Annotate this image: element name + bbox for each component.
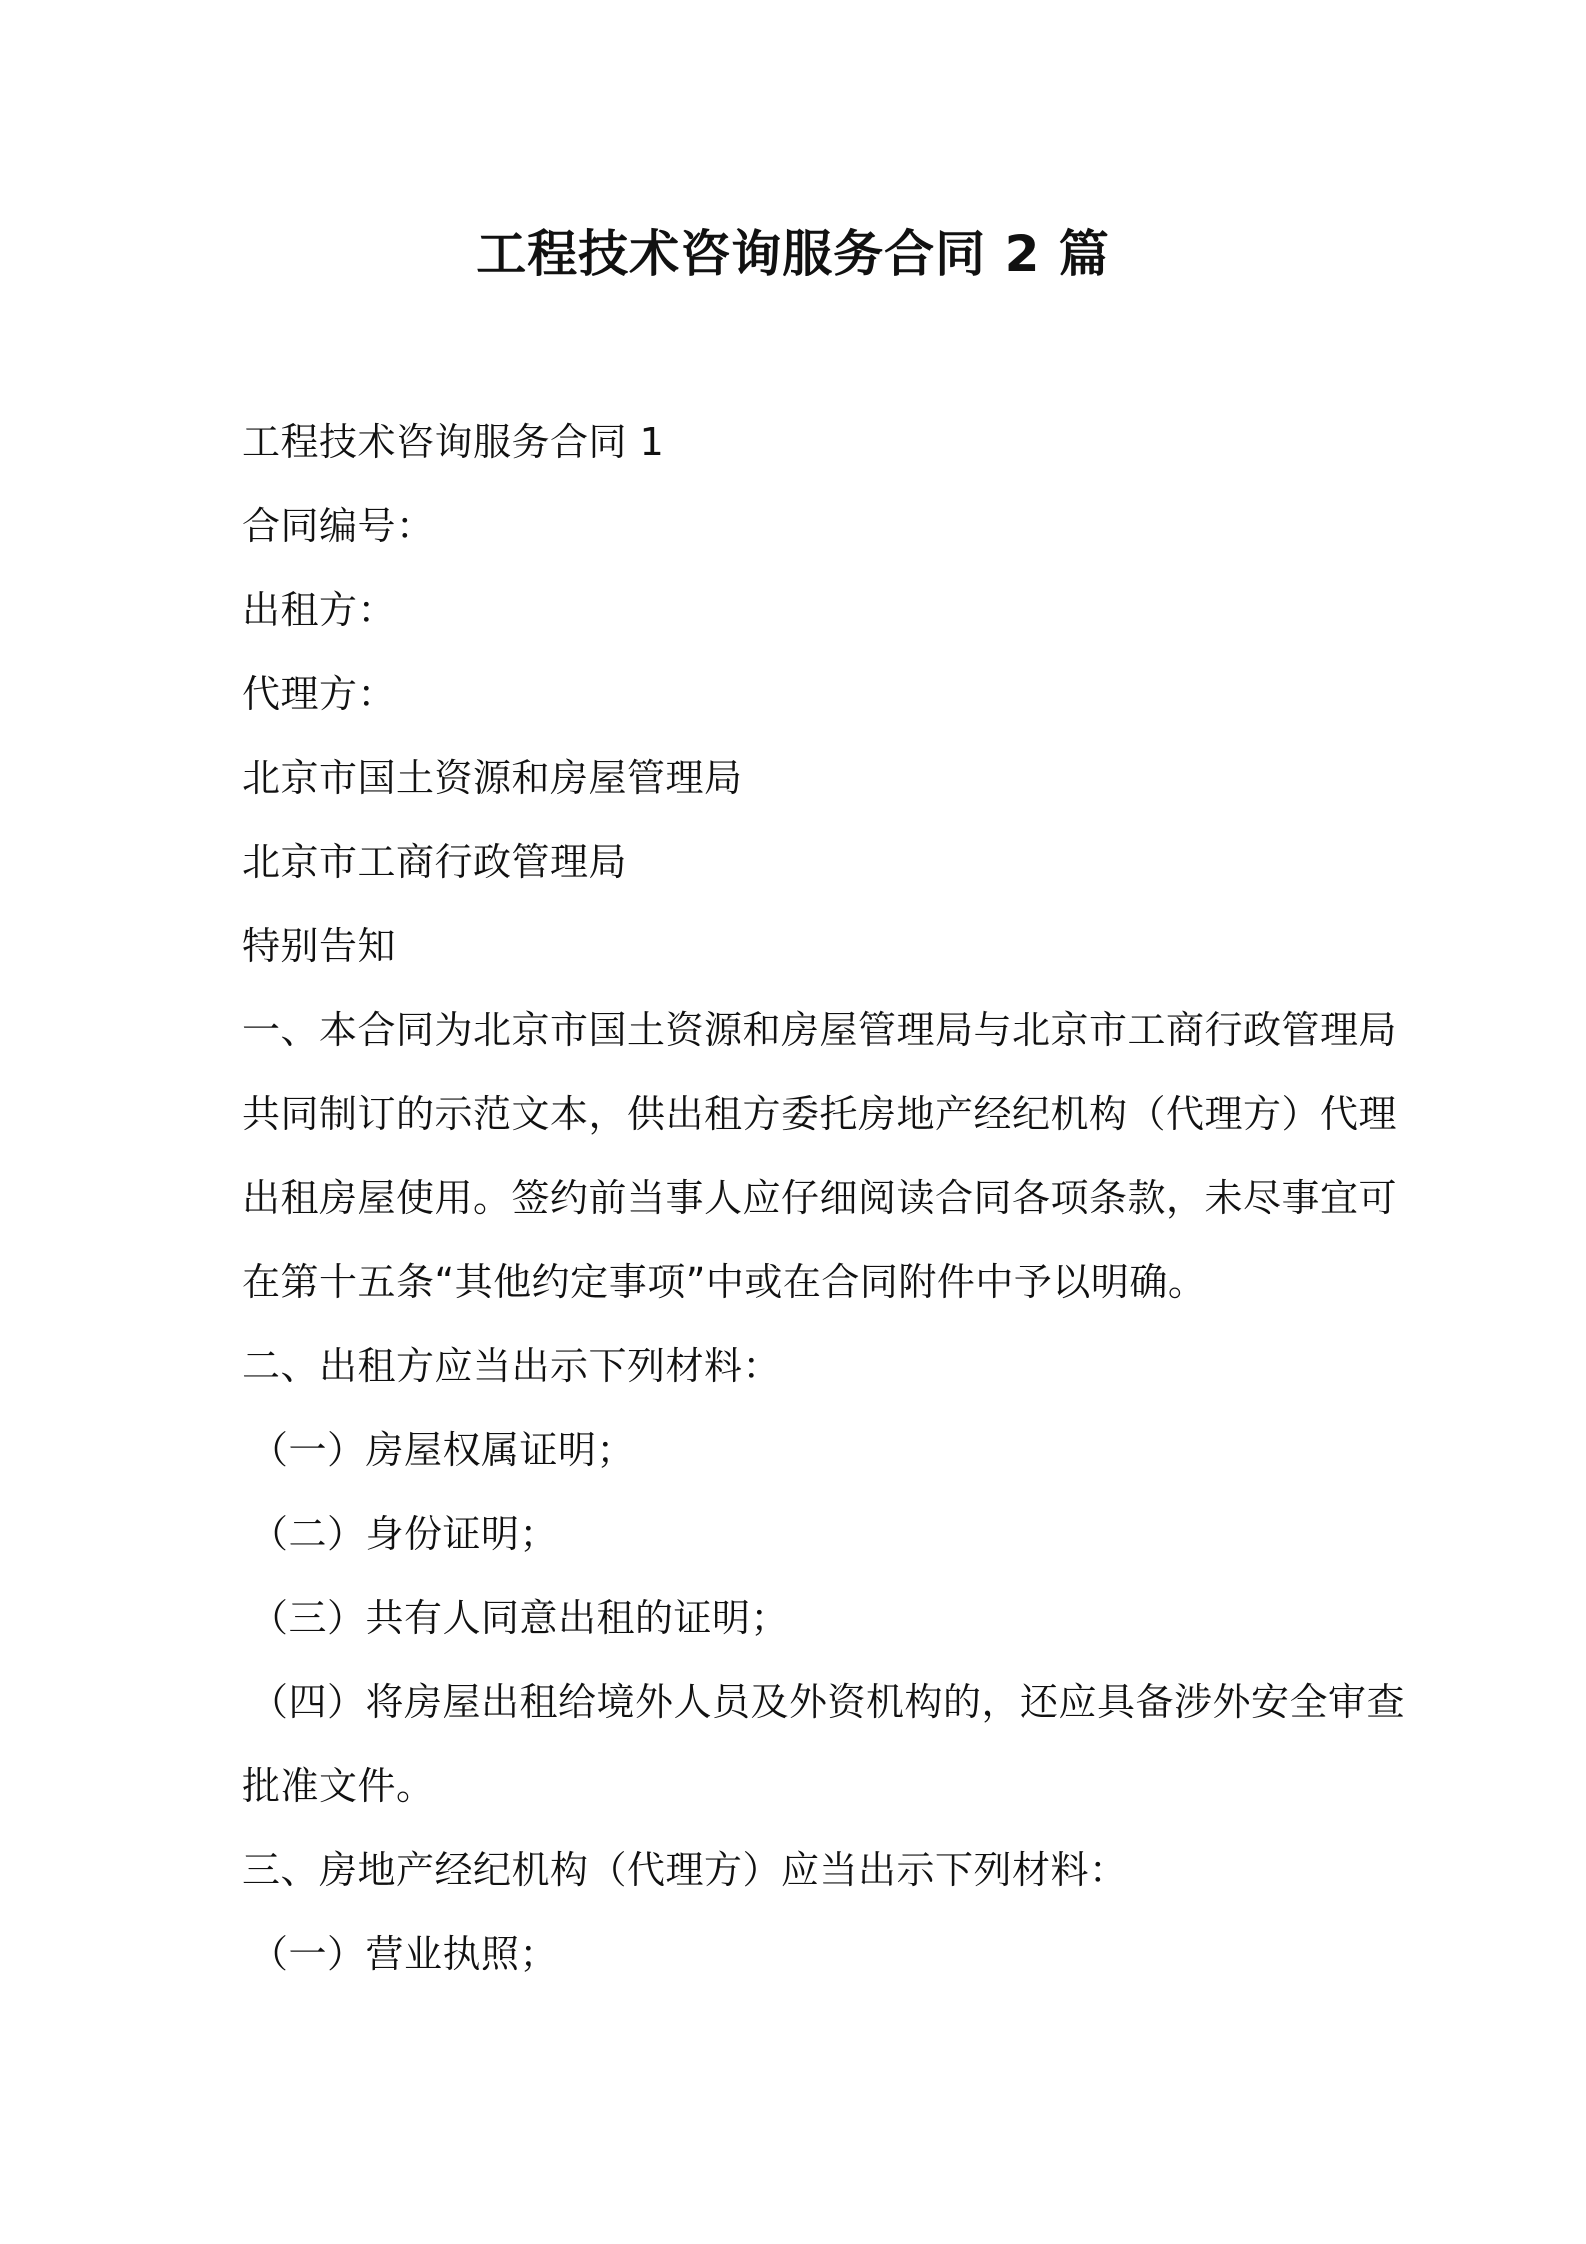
- notice-3-item-1: （一）营业执照；: [250, 1932, 559, 1976]
- notice-1-line-1: 一、本合同为北京市国土资源和房屋管理局与北京市工商行政管理局: [242, 1008, 1398, 1052]
- notice-2-item-4-line-2: 批准文件。: [242, 1764, 435, 1808]
- lessor-label: 出租方：: [242, 588, 397, 632]
- notice-1-line-2: 共同制订的示范文本，供出租方委托房地产经纪机构（代理方）代理: [242, 1092, 1398, 1136]
- notice-2-item-4-line-1: （四）将房屋出租给境外人员及外资机构的，还应具备涉外安全审查: [250, 1680, 1406, 1724]
- issuing-authority-2: 北京市工商行政管理局: [242, 840, 628, 884]
- notice-2-item-2: （二）身份证明；: [250, 1512, 559, 1556]
- notice-1-line-4: 在第十五条“其他约定事项”中或在合同附件中予以明确。: [242, 1260, 1207, 1304]
- notice-1-line-3: 出租房屋使用。签约前当事人应仔细阅读合同各项条款，未尽事宜可: [242, 1176, 1398, 1220]
- special-notice-heading: 特别告知: [242, 924, 397, 968]
- issuing-authority-1: 北京市国土资源和房屋管理局: [242, 756, 743, 800]
- document-title: 工程技术咨询服务合同 2 篇: [476, 225, 1110, 283]
- notice-2-item-3: （三）共有人同意出租的证明；: [250, 1596, 790, 1640]
- notice-2-heading: 二、出租方应当出示下列材料：: [242, 1344, 782, 1388]
- contract-subtitle: 工程技术咨询服务合同 1: [242, 420, 665, 464]
- document-body: [242, 400, 1406, 1996]
- notice-2-item-1: （一）房屋权属证明；: [250, 1428, 636, 1472]
- contract-number-label: 合同编号：: [242, 504, 435, 548]
- agent-label: 代理方：: [242, 672, 397, 716]
- notice-3-heading: 三、房地产经纪机构（代理方）应当出示下列材料：: [242, 1848, 1128, 1892]
